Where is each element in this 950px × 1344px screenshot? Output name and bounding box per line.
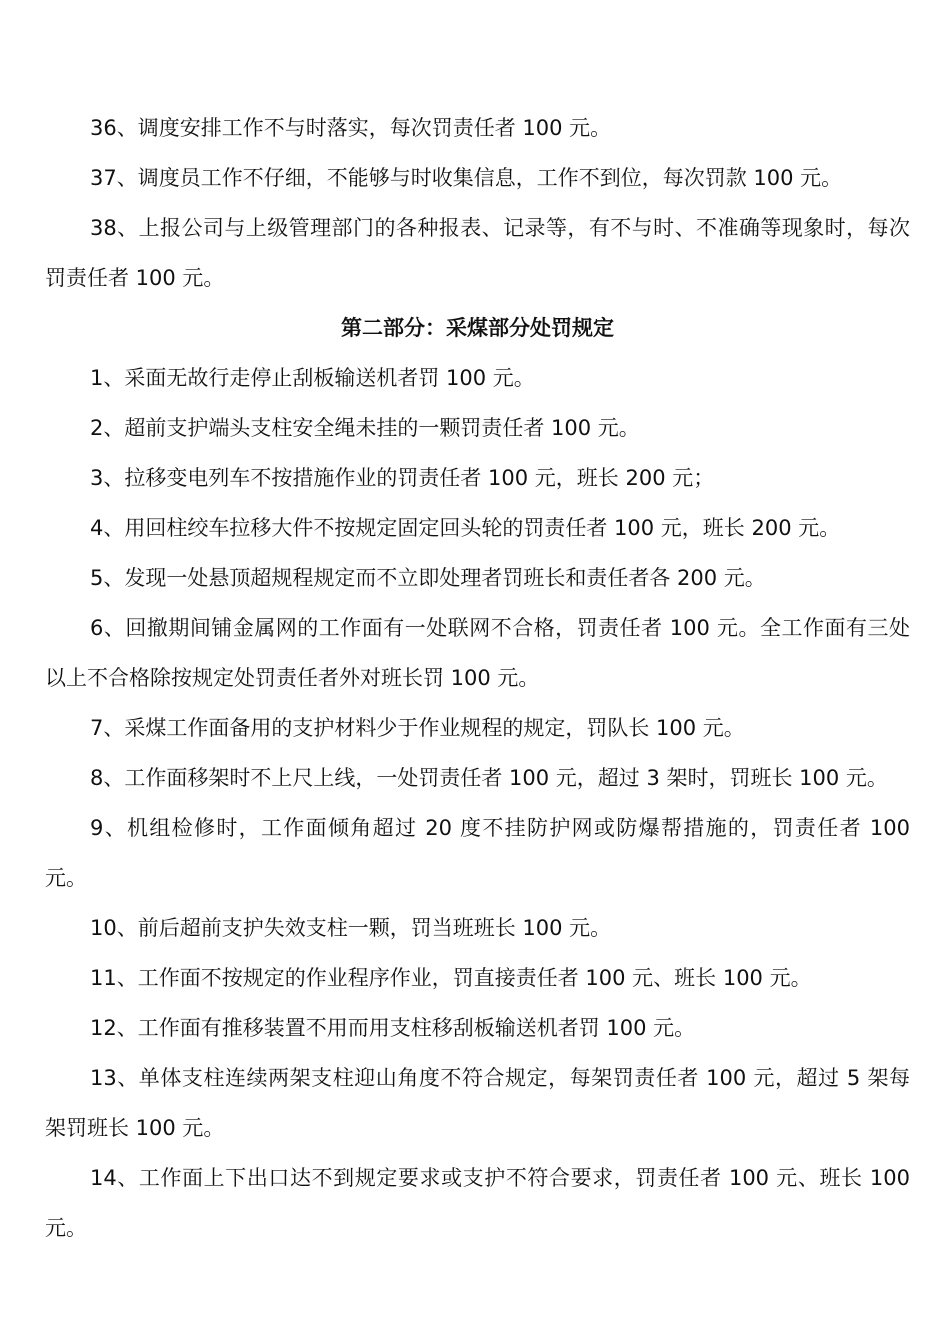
rule-item: 12、工作面有推移装置不用而用支柱移刮板输送机者罚 100 元。	[90, 1016, 696, 1040]
document-body	[45, 103, 910, 1253]
rule-item-36: 36、调度安排工作不与时落实，每次罚责任者 100 元。	[90, 116, 612, 140]
rule-item: 5、发现一处悬顶超规程规定而不立即处理者罚班长和责任者各 200 元。	[90, 566, 766, 590]
rule-item-38: 38、上报公司与上级管理部门的各种报表、记录等，有不与时、不准确等现象时，每次罚责任者 100 元。	[45, 216, 910, 290]
rule-item: 13、单体支柱连续两架支柱迎山角度不符合规定，每架罚责任者 100 元，超过 5 架每架罚班长 100 元。	[45, 1066, 910, 1140]
rule-item: 8、工作面移架时不上尺上线，一处罚责任者 100 元，超过 3 架时，罚班长 100 元。	[90, 766, 888, 790]
rule-item: 6、回撤期间铺金属网的工作面有一处联网不合格，罚责任者 100 元。全工作面有三处以上不合格除按规定处罚责任者外对班长罚 100 元。	[45, 616, 910, 690]
rule-item: 11、工作面不按规定的作业程序作业，罚直接责任者 100 元、班长 100 元。	[90, 966, 812, 990]
rule-item: 2、超前支护端头支柱安全绳未挂的一颗罚责任者 100 元。	[90, 416, 640, 440]
rule-item: 7、采煤工作面备用的支护材料少于作业规程的规定，罚队长 100 元。	[90, 716, 745, 740]
rule-item: 9、机组检修时，工作面倾角超过 20 度不挂防护网或防爆帮措施的，罚责任者 100 元。	[45, 816, 910, 890]
rule-item-37: 37、调度员工作不仔细，不能够与时收集信息，工作不到位，每次罚款 100 元。	[90, 166, 843, 190]
rule-item: 4、用回柱绞车拉移大件不按规定固定回头轮的罚责任者 100 元，班长 200 元。	[90, 516, 841, 540]
rule-item: 3、拉移变电列车不按措施作业的罚责任者 100 元，班长 200 元；	[90, 466, 715, 490]
rule-item: 1、采面无故行走停止刮板输送机者罚 100 元。	[90, 366, 535, 390]
section-heading: 第二部分：采煤部分处罚规定	[341, 316, 614, 340]
rule-item: 10、前后超前支护失效支柱一颗，罚当班班长 100 元。	[90, 916, 612, 940]
rule-item: 14、工作面上下出口达不到规定要求或支护不符合要求，罚责任者 100 元、班长 100 元。	[45, 1166, 910, 1240]
